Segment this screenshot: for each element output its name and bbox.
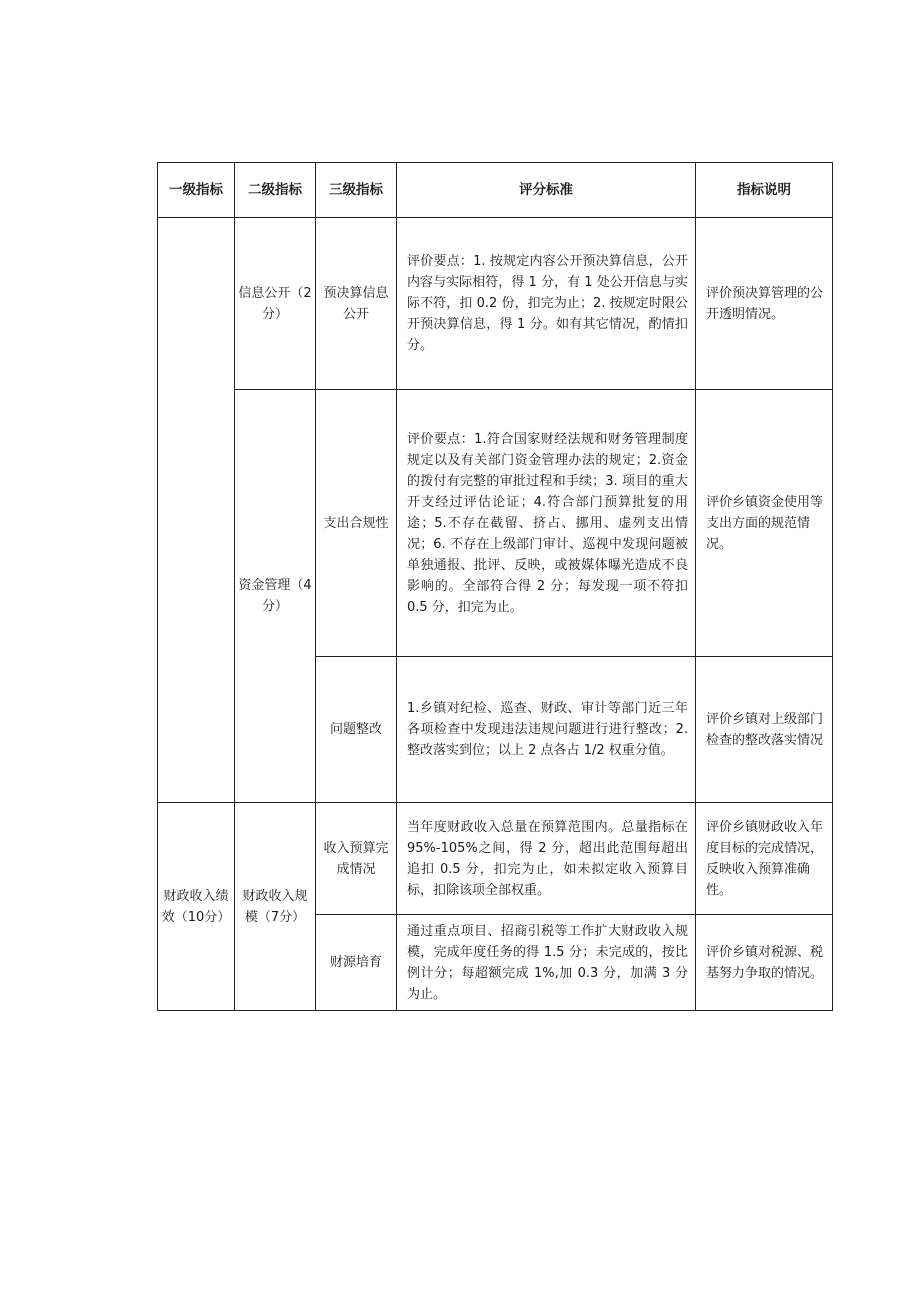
standard-cell: 评价要点：1.符合国家财经法规和财务管理制度规定以及有关部门资金管理办法的规定；2.资金的拨付有完整的审批过程和手续；3. 项目的重大开支经过评估论证；4.符合部门预算批复的用途；5.不存在截留、挤占、挪用、虚列支出情况；6. 不存在上级部门审计、巡视中发现问题被单独通报、批评、反映，或被媒体曝光造成不良影响的。全部符合得 2 分；每发现一项不符扣 0.5 分，扣完为止。 xyxy=(397,390,696,657)
level2-cell: 财政收入规模（7分） xyxy=(235,803,316,1011)
indicator-table xyxy=(157,162,833,1011)
note-cell: 评价乡镇财政收入年度目标的完成情况，反映收入预算准确性。 xyxy=(696,803,833,915)
standard-cell: 当年度财政收入总量在预算范围内。总量指标在 95%-105%之间，得 2 分，超出此范围每超出追扣 0.5 分，扣完为止，如未拟定收入预算目标，扣除该项全部权重。 xyxy=(397,803,696,915)
table-row xyxy=(158,218,833,390)
header-row xyxy=(158,163,833,218)
level3-cell: 预决算信息公开 xyxy=(316,218,397,390)
standard-cell: 评价要点：1. 按规定内容公开预决算信息，公开内容与实际相符，得 1 分，有 1 处公开信息与实际不符，扣 0.2 份，扣完为止；2. 按规定时限公开预决算信息，得 1 分。如有其它情况，酌情扣分。 xyxy=(397,218,696,390)
level3-cell: 支出合规性 xyxy=(316,390,397,657)
note-cell: 评价乡镇对上级部门检查的整改落实情况 xyxy=(696,657,833,803)
header-note: 指标说明 xyxy=(696,163,833,218)
table-row xyxy=(158,390,833,657)
level3-cell: 财源培育 xyxy=(316,915,397,1011)
standard-cell: 通过重点项目、招商引税等工作扩大财政收入规模，完成年度任务的得 1.5 分；未完成的，按比例计分；每超额完成 1%,加 0.3 分，加满 3 分为止。 xyxy=(397,915,696,1011)
note-cell: 评价乡镇资金使用等支出方面的规范情况。 xyxy=(696,390,833,657)
note-cell: 评价预决算管理的公开透明情况。 xyxy=(696,218,833,390)
level2-cell: 资金管理（4分） xyxy=(235,390,316,803)
table-row xyxy=(158,803,833,915)
level1-cell-empty xyxy=(158,218,235,803)
level3-cell: 问题整改 xyxy=(316,657,397,803)
standard-cell: 1.乡镇对纪检、巡查、财政、审计等部门近三年各项检查中发现违法违规问题进行进行整改；2. 整改落实到位；以上 2 点各占 1/2 权重分值。 xyxy=(397,657,696,803)
level2-cell: 信息公开（2分） xyxy=(235,218,316,390)
note-cell: 评价乡镇对税源、税基努力争取的情况。 xyxy=(696,915,833,1011)
header-standard: 评分标准 xyxy=(397,163,696,218)
header-level1: 一级指标 xyxy=(158,163,235,218)
header-level3: 三级指标 xyxy=(316,163,397,218)
level3-cell: 收入预算完成情况 xyxy=(316,803,397,915)
header-level2: 二级指标 xyxy=(235,163,316,218)
level1-cell: 财政收入绩效（10分） xyxy=(158,803,235,1011)
